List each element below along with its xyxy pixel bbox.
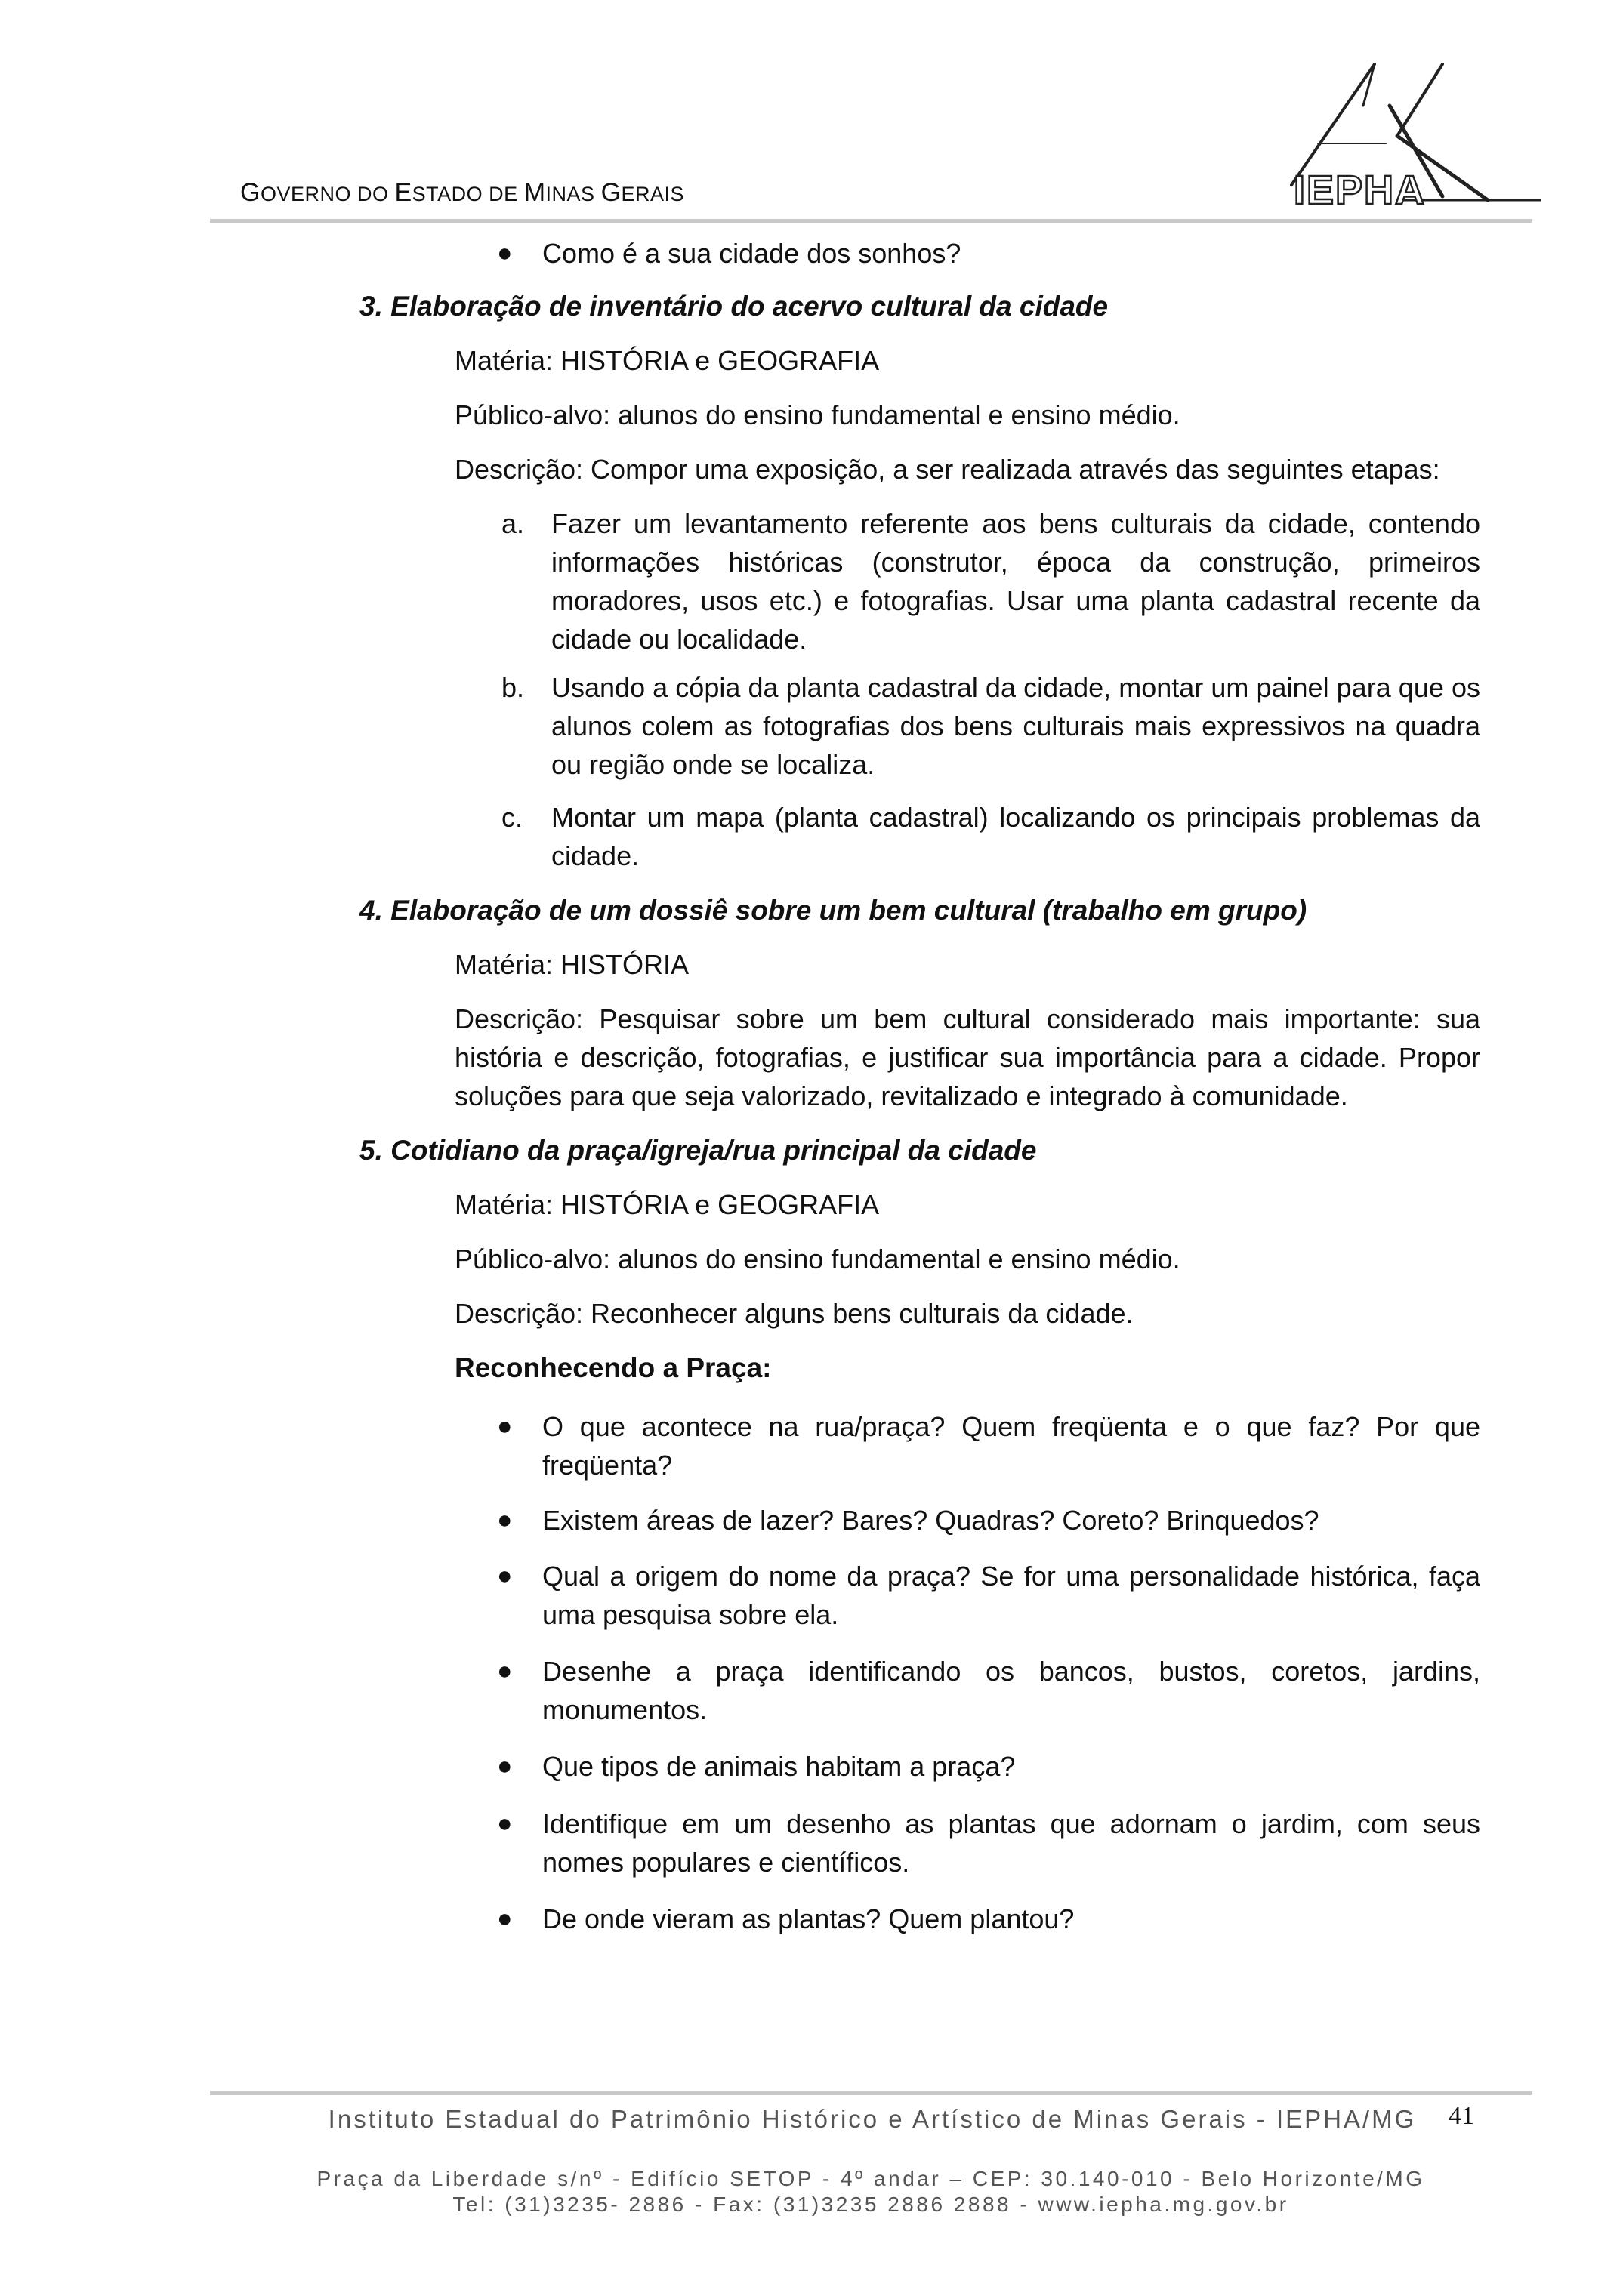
list-item — [497, 1557, 1480, 1634]
bullet-icon: ● — [497, 1657, 513, 1685]
header-title-part: OVERNO DO — [260, 183, 395, 205]
bullet-icon: ● — [497, 1752, 513, 1780]
iepha-logo — [1288, 60, 1541, 211]
header-title — [240, 178, 684, 208]
bullet-icon: ● — [497, 1904, 513, 1933]
enum-item-text: Fazer um levantamento referente aos bens culturais da cidade, contendo informações históricas (construtor, época da construção, primeiros moradores, usos etc.) e fotografias. Usar uma planta cadastral recente da cidade ou localidade. — [551, 508, 1480, 655]
section-3-publico: Público-alvo: alunos do ensino fundamental e ensino médio. — [455, 399, 1180, 430]
enum-item-text: Usando a cópia da planta cadastral da cidade, montar um painel para que os alunos colem as fotografias dos bens culturais mais expressivos na quadra ou região onde se localiza. — [551, 672, 1480, 780]
bullet-icon: ● — [497, 1561, 513, 1590]
footer-address: Praça da Liberdade s/nº - Edifício SETOP - 4º andar – CEP: 30.140-010 - Belo Horizonte/MG — [316, 2167, 1425, 2190]
header-title-part: M — [523, 178, 546, 207]
header-title-part: E — [394, 178, 412, 207]
bullet-icon: ● — [497, 1412, 513, 1441]
list-item-text: Qual a origem do nome da praça? Se for uma personalidade histórica, faça uma pesquisa sobre ela. — [542, 1561, 1480, 1630]
header-title-part: ERAIS — [621, 183, 685, 205]
list-item-text: O que acontece na rua/praça? Quem freqüenta e o que faz? Por que freqüenta? — [542, 1411, 1480, 1481]
footer-divider — [210, 2091, 1532, 2095]
enum-label: c. — [501, 802, 523, 833]
list-item — [497, 1652, 1480, 1729]
footer-contact: Tel: (31)3235- 2886 - Fax: (31)3235 2886 2888 - www.iepha.mg.gov.br — [452, 2193, 1289, 2216]
header-divider — [210, 219, 1532, 223]
list-item — [497, 1804, 1480, 1881]
list-item-text: Existem áreas de lazer? Bares? Quadras? Coreto? Brinquedos? — [542, 1505, 1319, 1536]
list-item — [497, 1900, 1480, 1938]
list-item-text: Como é a sua cidade dos sonhos? — [542, 238, 961, 269]
bullet-icon: ● — [497, 239, 513, 267]
list-item-text: Identifique em um desenho as plantas que adornam o jardim, com seus nomes populares e científicos. — [542, 1808, 1480, 1878]
list-item-text: De onde vieram as plantas? Quem plantou? — [542, 1903, 1075, 1934]
enum-label: b. — [501, 672, 525, 703]
section-4-materia: Matéria: HISTÓRIA — [455, 949, 690, 980]
list-item — [497, 1407, 1480, 1484]
section-4-descricao: Descrição: Pesquisar sobre um bem cultural considerado mais importante: sua história e descrição, fotografias, e justificar sua importância para a cidade. Propor soluções para que seja valorizado, revitalizado e integrado à comunidade. — [455, 1003, 1480, 1111]
section-5-subheading: Reconhecendo a Praça: — [455, 1352, 772, 1383]
page-number: 41 — [1449, 2102, 1474, 2130]
logo-text: IEPHA — [1294, 168, 1427, 211]
header-title-part: STADO DE — [412, 183, 524, 205]
section-5-materia: Matéria: HISTÓRIA e GEOGRAFIA — [455, 1189, 880, 1220]
list-item — [497, 1501, 1480, 1539]
section-5-descricao: Descrição: Reconhecer alguns bens culturais da cidade. — [455, 1298, 1134, 1329]
list-item — [497, 234, 961, 273]
list-item — [497, 1747, 1480, 1786]
header-title-part: INAS — [545, 183, 601, 205]
list-item-text: Desenhe a praça identificando os bancos, bustos, coretos, jardins, monumentos. — [542, 1656, 1480, 1725]
header-title-part: G — [600, 178, 622, 207]
section-3-descricao: Descrição: Compor uma exposição, a ser realizada através das seguintes etapas: — [455, 454, 1440, 485]
footer-institute: Instituto Estadual do Patrimônio Histórico e Artístico de Minas Gerais - IEPHA/MG — [328, 2105, 1417, 2133]
section-5-publico: Público-alvo: alunos do ensino fundamental e ensino médio. — [455, 1244, 1180, 1274]
section-3-materia: Matéria: HISTÓRIA e GEOGRAFIA — [455, 345, 880, 376]
enum-label: a. — [501, 508, 525, 539]
section-4-heading: 4. Elaboração de um dossiê sobre um bem cultural (trabalho em grupo) — [359, 895, 1307, 926]
bullet-icon: ● — [497, 1809, 513, 1838]
section-3-heading: 3. Elaboração de inventário do acervo cultural da cidade — [359, 291, 1109, 322]
header-title-part: G — [240, 178, 261, 207]
enum-item-text: Montar um mapa (planta cadastral) localizando os principais problemas da cidade. — [551, 802, 1480, 871]
bullet-icon: ● — [497, 1505, 513, 1534]
section-5-heading: 5. Cotidiano da praça/igreja/rua principal da cidade — [359, 1135, 1037, 1166]
list-item-text: Que tipos de animais habitam a praça? — [542, 1751, 1016, 1782]
